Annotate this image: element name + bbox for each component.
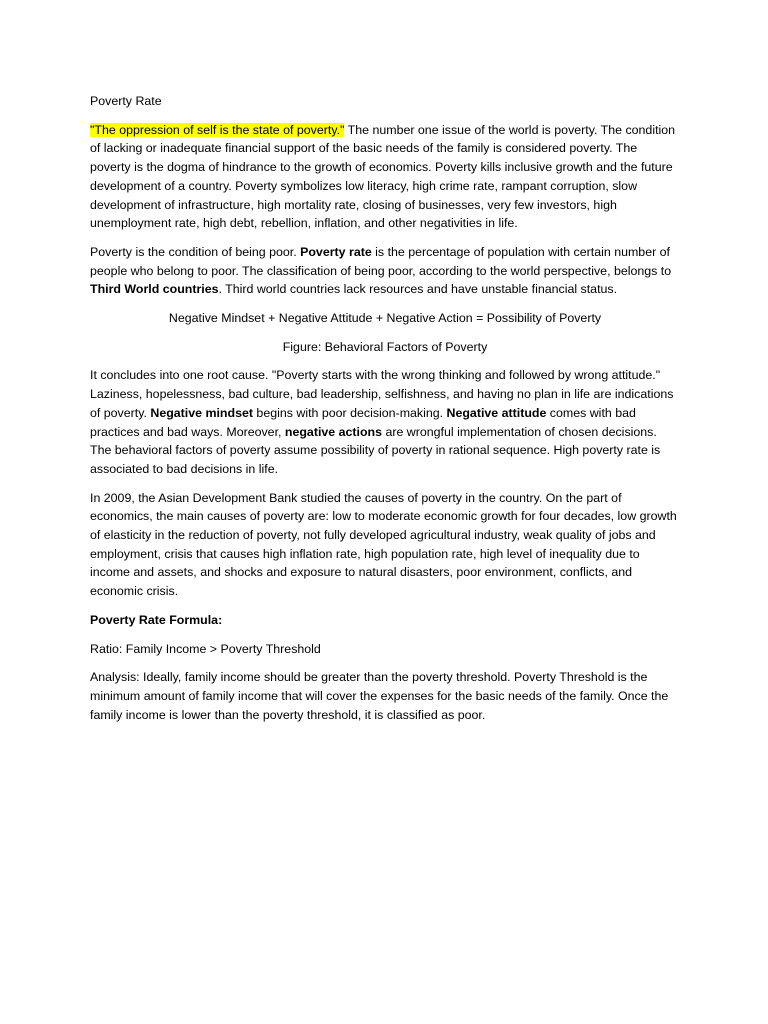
formula-heading [90, 611, 680, 630]
document-page [90, 92, 680, 734]
analysis-text: Analysis: Ideally, family income should be greater than the poverty threshold. Poverty Threshold is the minimum amount of family income that will cover the expenses for the basic needs of the family. Once the family income is lower than the poverty threshold, it is classified as poor. [90, 670, 669, 722]
formula-heading-text: Poverty Rate Formula: [90, 612, 223, 627]
paragraph-definition [90, 243, 680, 299]
ratio-text: Ratio: Family Income > Poverty Threshold [90, 641, 321, 656]
root-cause-text-3: comes with bad practices and bad ways. Moreover, [90, 405, 636, 439]
root-cause-text-1: It concludes into one root cause. "Poverty starts with the wrong thinking and followed by wrong attitude." Laziness, hopelessness, bad culture, bad leadership, selfishness, and having no plan in life are indications of poverty. [90, 368, 674, 420]
definition-text-2: is the percentage of population with certain number of people who belong to poor. The classification of being poor, according to the world perspective, belongs to [90, 244, 672, 278]
ratio-line [90, 640, 680, 659]
paragraph-adb-study [90, 489, 680, 601]
root-cause-text-2: begins with poor decision-making. [252, 405, 447, 420]
root-cause-text-4: are wrongful implementation of chosen decisions. The behavioral factors of poverty assume possibility of poverty in rational sequence. High poverty rate is associated to bad decisions in life. [90, 424, 661, 476]
term-poverty-rate: Poverty rate [300, 244, 372, 259]
term-negative-attitude: Negative attitude [446, 405, 547, 420]
adb-study-text: In 2009, the Asian Development Bank studied the causes of poverty in the country. On the part of economics, the main causes of poverty are: low to moderate economic growth for four decades, low growth of elasticity in the reduction of poverty, not fully developed agricultural industry, weak quality of jobs and employment, crisis that causes high inflation rate, high population rate, high level of inequality due to income and assets, and shocks and exposure to natural disasters, poor environment, conflicts, and economic crisis. [90, 490, 677, 599]
paragraph-root-cause [90, 366, 680, 478]
figure-caption-text: Figure: Behavioral Factors of Poverty [282, 339, 488, 354]
definition-text-1: Poverty is the condition of being poor. [90, 244, 301, 259]
document-title [90, 92, 680, 111]
term-negative-actions: negative actions [284, 424, 382, 439]
paragraph-analysis [90, 668, 680, 724]
equation-text: Negative Mindset + Negative Attitude + Negative Action = Possibility of Poverty [168, 311, 602, 326]
term-third-world-countries: Third World countries [90, 282, 219, 297]
paragraph-intro [90, 121, 680, 233]
intro-text: The number one issue of the world is poverty. The condition of lacking or inadequate financial support of the basic needs of the family is considered poverty. The poverty is the dogma of hindrance to the growth of economics. Poverty kills inclusive growth and the future development of a country. Poverty symbolizes low literacy, high crime rate, rampant corruption, slow development of infrastructure, high mortality rate, closing of businesses, very few investors, high unemployment rate, high debt, rebellion, inflation, and other negativities in life. [90, 122, 676, 231]
equation-line [90, 309, 680, 328]
document-title-text: Poverty Rate [90, 94, 162, 108]
definition-text-3: . Third world countries lack resources and have unstable financial status. [218, 282, 618, 297]
highlighted-quote: "The oppression of self is the state of poverty." [90, 122, 345, 137]
figure-caption [90, 338, 680, 357]
term-negative-mindset: Negative mindset [150, 405, 253, 420]
